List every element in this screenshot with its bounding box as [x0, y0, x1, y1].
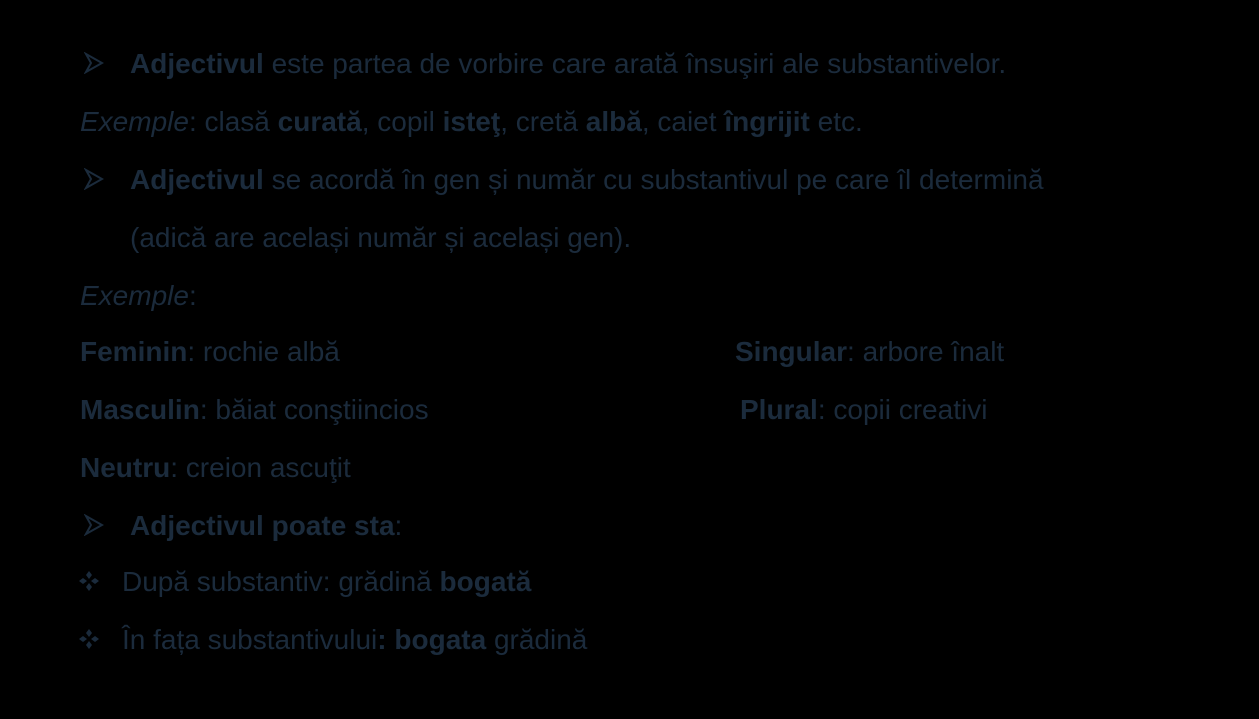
example-text: , caiet [641, 106, 725, 137]
neutru-example [80, 451, 351, 485]
example-text: , copil [361, 106, 443, 137]
position-before-text: În fața substantivului [122, 624, 378, 655]
masculin-label: Masculin [80, 394, 200, 425]
example-text: , cretă [500, 106, 586, 137]
position-heading-bold: Adjectivul poate sta [130, 510, 395, 541]
example-adjective: curată [277, 106, 362, 137]
masculin-text: : băiat conştiincios [199, 394, 429, 425]
examples-line-2 [80, 279, 197, 313]
diamond-bullet-icon [78, 628, 100, 650]
position-before-noun [122, 623, 587, 657]
position-after-text: După substantiv: grădină [122, 566, 440, 597]
definition-line [130, 47, 1006, 81]
neutru-label: Neutru [80, 452, 171, 483]
arrow-bullet-icon [84, 168, 104, 190]
examples-label: Exemple [80, 280, 189, 311]
plural-label: Plural [740, 394, 818, 425]
masculin-example [80, 393, 429, 427]
position-after-noun [122, 565, 531, 599]
diamond-bullet-icon [78, 570, 100, 592]
feminin-label: Feminin [80, 336, 188, 367]
examples-colon: : [188, 280, 197, 311]
position-before-adjective: : bogata [377, 624, 487, 655]
position-heading [130, 509, 402, 543]
plural-example [740, 393, 987, 427]
position-after-adjective: bogată [439, 566, 532, 597]
arrow-bullet-icon [84, 514, 104, 536]
plural-text: : copii creativi [817, 394, 988, 425]
examples-label: Exemple [80, 106, 189, 137]
definition-text: este partea de vorbire care arată însuşiri ale substantivelor. [263, 48, 1007, 79]
position-heading-colon: : [394, 510, 403, 541]
term-adjectivul: Adjectivul [130, 164, 264, 195]
example-adjective: îngrijit [724, 106, 810, 137]
arrow-bullet-icon [84, 52, 104, 74]
position-before-noun-text: grădină [486, 624, 588, 655]
singular-label: Singular [735, 336, 848, 367]
feminin-text: : rochie albă [187, 336, 340, 367]
singular-text: : arbore înalt [847, 336, 1005, 367]
agreement-line-continued: (adică are același număr și același gen). [130, 222, 632, 253]
agreement-line [130, 163, 1044, 197]
example-adjective: isteţ [442, 106, 501, 137]
neutru-text: : creion ascuţit [170, 452, 351, 483]
agreement-text: se acordă în gen și număr cu substantivul pe care îl determină [263, 164, 1044, 195]
examples-line [80, 105, 863, 139]
term-adjectivul: Adjectivul [130, 48, 264, 79]
example-text: etc. [809, 106, 863, 137]
example-adjective: albă [585, 106, 642, 137]
feminin-example [80, 335, 340, 369]
example-text: : clasă [188, 106, 278, 137]
singular-example [735, 335, 1004, 369]
